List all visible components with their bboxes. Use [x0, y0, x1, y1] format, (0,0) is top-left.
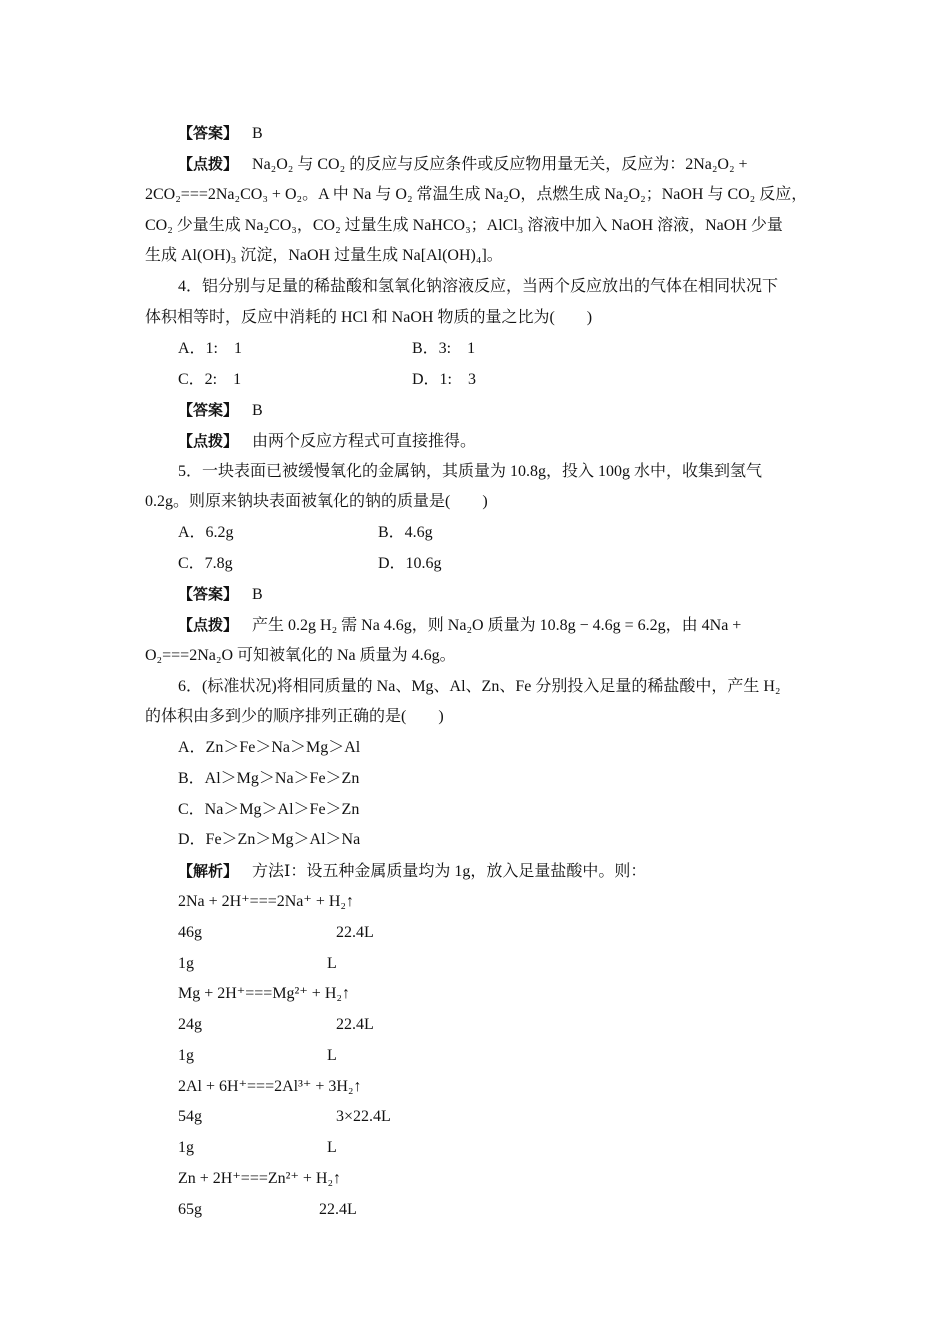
q6-option-b: B．Al＞Mg＞Na＞Fe＞Zn [178, 770, 360, 787]
zn-volume: 22.4L [319, 1201, 357, 1218]
answer-tag: 【答案】 [178, 585, 239, 603]
mg-liters: L [327, 1047, 337, 1064]
hint-tag: 【点拨】 [178, 616, 239, 634]
q3-hint-line-1 [178, 154, 748, 175]
q5-option-d: D．10.6g [378, 555, 442, 572]
na-1g: 1g [178, 955, 194, 972]
q5-option-c: C．7.8g [178, 555, 233, 572]
q5-hint-line-2: O₂===2Na₂O 可知被氧化的 Na 质量为 4.6g。 [145, 647, 456, 664]
mg-1g: 1g [178, 1047, 194, 1064]
q5-option-a: A．6.2g [178, 524, 234, 541]
q6-stem-1: 6．(标准状况)将相同质量的 Na、Mg、Al、Zn、Fe 分别投入足量的稀盐酸中，产生 H₂ [178, 678, 781, 695]
al-1g: 1g [178, 1139, 194, 1156]
q3-answer: B [252, 125, 263, 142]
mg-mass: 24g [178, 1016, 202, 1033]
q4-answer-line [178, 400, 263, 421]
q4-answer: B [252, 402, 263, 419]
equation-al: 2Al + 6H⁺===2Al³⁺ + 3H₂↑ [178, 1078, 362, 1095]
q6-analysis: 方法Ⅰ：设五种金属质量均为 1g，放入足量盐酸中。则： [252, 863, 647, 880]
q4-option-b: B．3: 1 [412, 340, 476, 357]
na-volume: 22.4L [336, 924, 374, 941]
q6-analysis-line [178, 861, 646, 882]
q4-hint: 由两个反应方程式可直接推得。 [252, 433, 477, 450]
q5-option-b: B．4.6g [378, 524, 433, 541]
zn-mass: 65g [178, 1201, 202, 1218]
answer-tag: 【答案】 [178, 124, 239, 142]
hint-tag: 【点拨】 [178, 155, 239, 173]
q5-hint-1: 产生 0.2g H₂ 需 Na 4.6g，则 Na₂O 质量为 10.8g − 4.6g = 6.2g，由 4Na + [252, 617, 742, 634]
al-volume: 3×22.4L [336, 1108, 391, 1125]
q6-stem-2: 的体积由多到少的顺序排列正确的是( ) [145, 708, 444, 725]
q3-hint-line-2: 2CO₂===2Na₂CO₃ + O₂。A 中 Na 与 O₂ 常温生成 Na₂O，点燃生成 Na₂O₂；NaOH 与 CO₂ 反应， [145, 186, 808, 203]
equation-na: 2Na + 2H⁺===2Na⁺ + H₂↑ [178, 893, 355, 910]
na-liters: L [327, 955, 337, 972]
q4-option-d: D．1: 3 [412, 371, 477, 388]
q6-option-c: C．Na＞Mg＞Al＞Fe＞Zn [178, 801, 360, 818]
q6-option-d: D．Fe＞Zn＞Mg＞Al＞Na [178, 831, 361, 848]
q5-hint-line-1 [178, 615, 741, 636]
mg-volume: 22.4L [336, 1016, 374, 1033]
na-mass: 46g [178, 924, 202, 941]
q4-option-c: C．2: 1 [178, 371, 242, 388]
q5-stem-2: 0.2g。则原来钠块表面被氧化的钠的质量是( ) [145, 493, 488, 510]
q3-hint-line-3: CO₂ 少量生成 Na₂CO₃，CO₂ 过量生成 NaHCO₃；AlCl₃ 溶液中加入 NaOH 溶液，NaOH 少量 [145, 217, 783, 234]
q4-hint-line [178, 431, 476, 452]
q5-answer: B [252, 586, 263, 603]
q5-answer-line [178, 584, 263, 605]
answer-tag: 【答案】 [178, 401, 239, 419]
equation-mg: Mg + 2H⁺===Mg²⁺ + H₂↑ [178, 985, 350, 1002]
q6-option-a: A．Zn＞Fe＞Na＞Mg＞Al [178, 739, 361, 756]
equation-zn: Zn + 2H⁺===Zn²⁺ + H₂↑ [178, 1170, 342, 1187]
analysis-tag: 【解析】 [178, 862, 239, 880]
q3-answer-line [178, 123, 263, 144]
q4-stem-2: 体积相等时，反应中消耗的 HCl 和 NaOH 物质的量之比为( ) [145, 309, 593, 326]
q3-hint-1: Na₂O₂ 与 CO₂ 的反应与反应条件或反应物用量无关，反应为：2Na₂O₂ + [252, 156, 748, 173]
q3-hint-line-4: 生成 Al(OH)₃ 沉淀，NaOH 过量生成 Na[Al(OH)₄]。 [145, 247, 503, 264]
q4-option-a: A．1: 1 [178, 340, 243, 357]
al-liters: L [327, 1139, 337, 1156]
q5-stem-1: 5．一块表面已被缓慢氧化的金属钠，其质量为 10.8g，投入 100g 水中，收集到氢气 [178, 463, 763, 480]
al-mass: 54g [178, 1108, 202, 1125]
q4-stem-1: 4．铝分别与足量的稀盐酸和氢氧化钠溶液反应，当两个反应放出的气体在相同状况下 [178, 278, 779, 295]
hint-tag: 【点拨】 [178, 432, 239, 450]
